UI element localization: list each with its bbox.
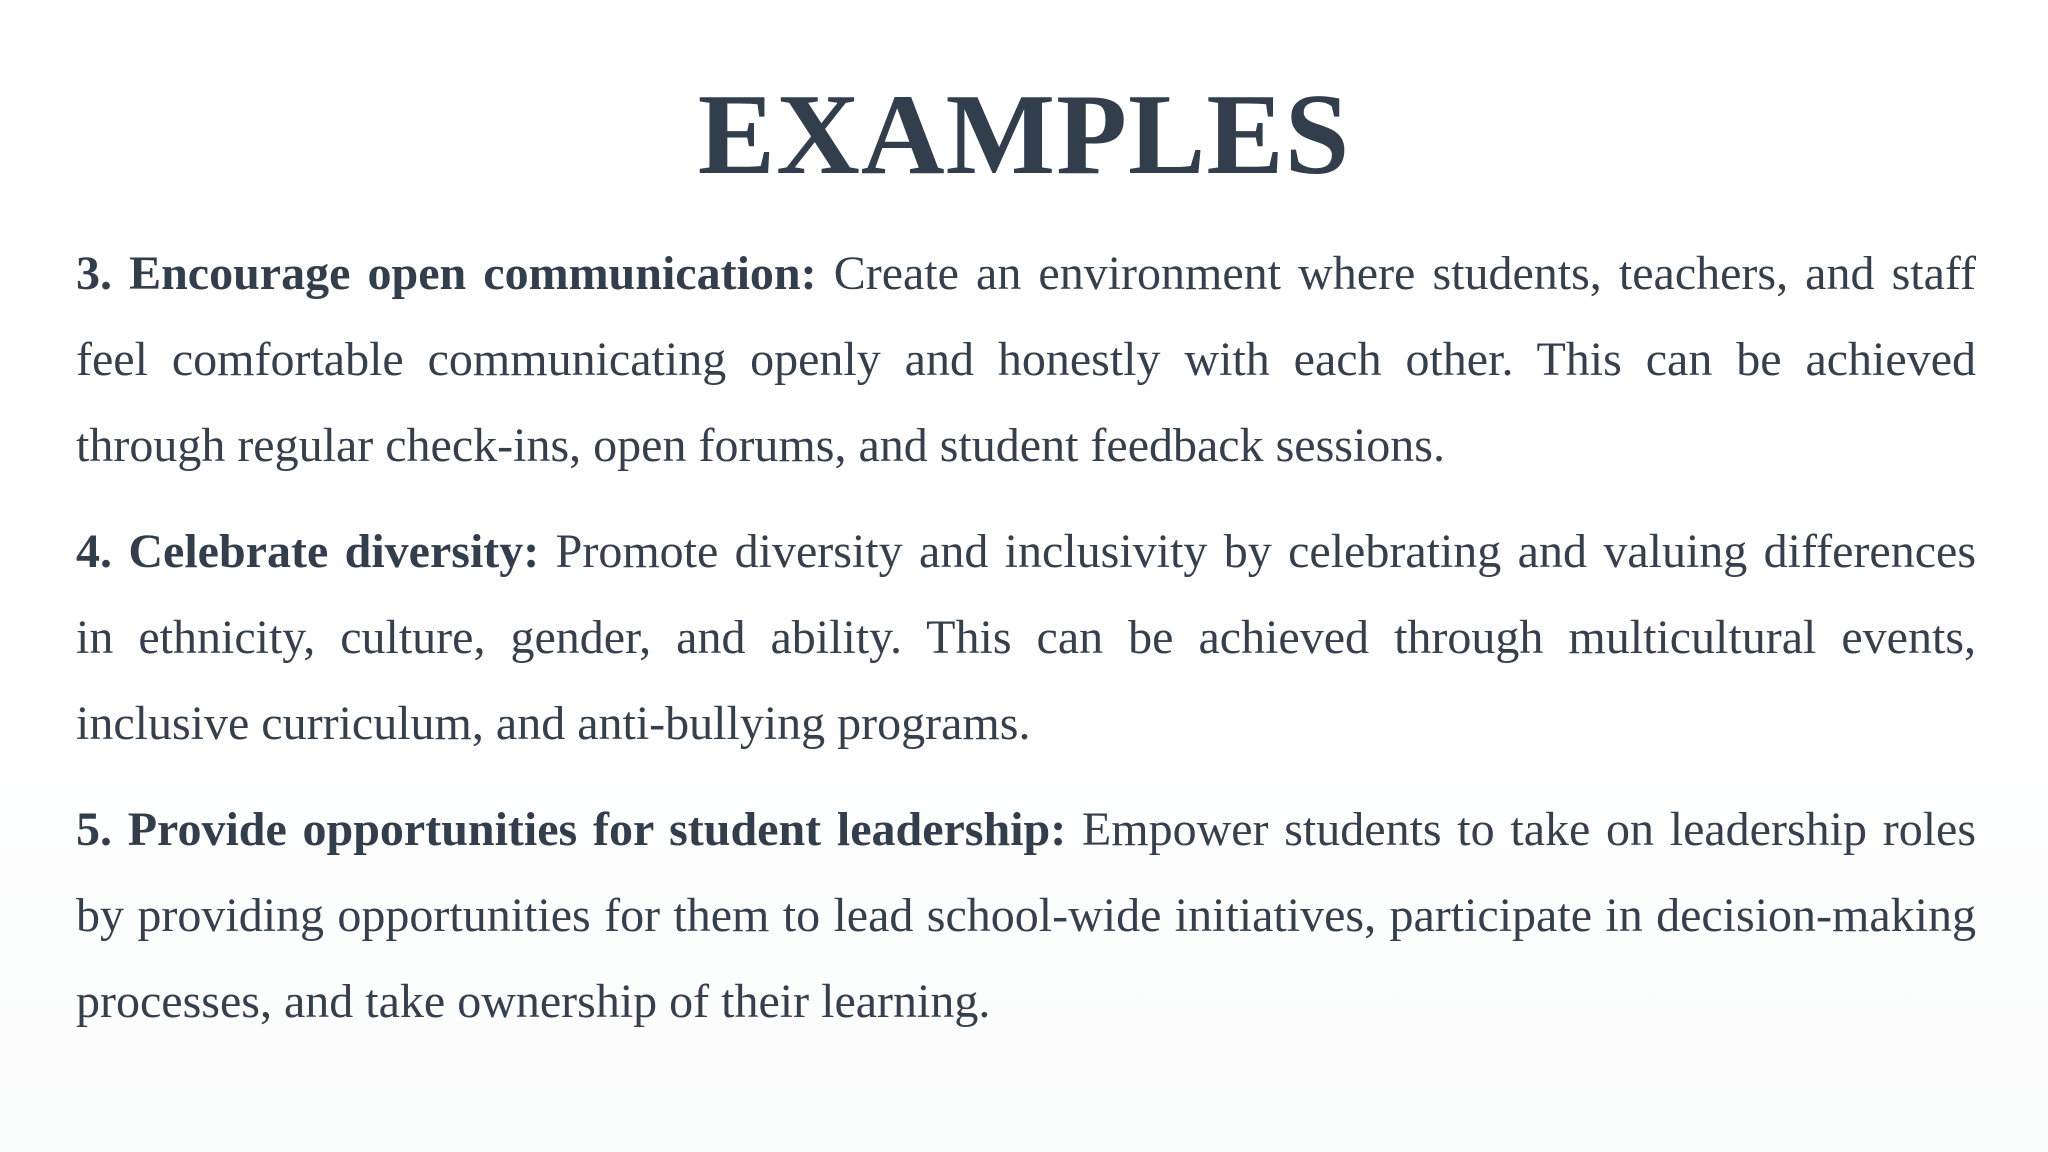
item-text: Create an environment where students, teachers, and staff feel comfortable communicating openly and honestly with each other. This can be achieved through regular check-ins, open forums, and student feedback sessions. [76,247,1976,472]
item-heading: 5. Provide opportunities for student leadership: [76,803,1067,856]
slide-title: EXAMPLES [697,71,1351,199]
list-item [76,509,1976,767]
item-heading: 3. Encourage open communication: [76,247,817,300]
item-heading: 4. Celebrate diversity: [76,525,540,578]
slide-body [76,231,1976,1065]
list-item [76,231,1976,489]
list-item [76,787,1976,1045]
item-text: Promote diversity and inclusivity by celebrating and valuing differences in ethnicity, culture, gender, and ability. This can be achieved through multicultural events, inclusive curriculum, and anti-bullying programs. [76,525,1976,750]
item-text: Empower students to take on leadership roles by providing opportunities for them to lead school-wide initiatives, participate in decision-making processes, and take ownership of their learning. [76,803,1977,1028]
